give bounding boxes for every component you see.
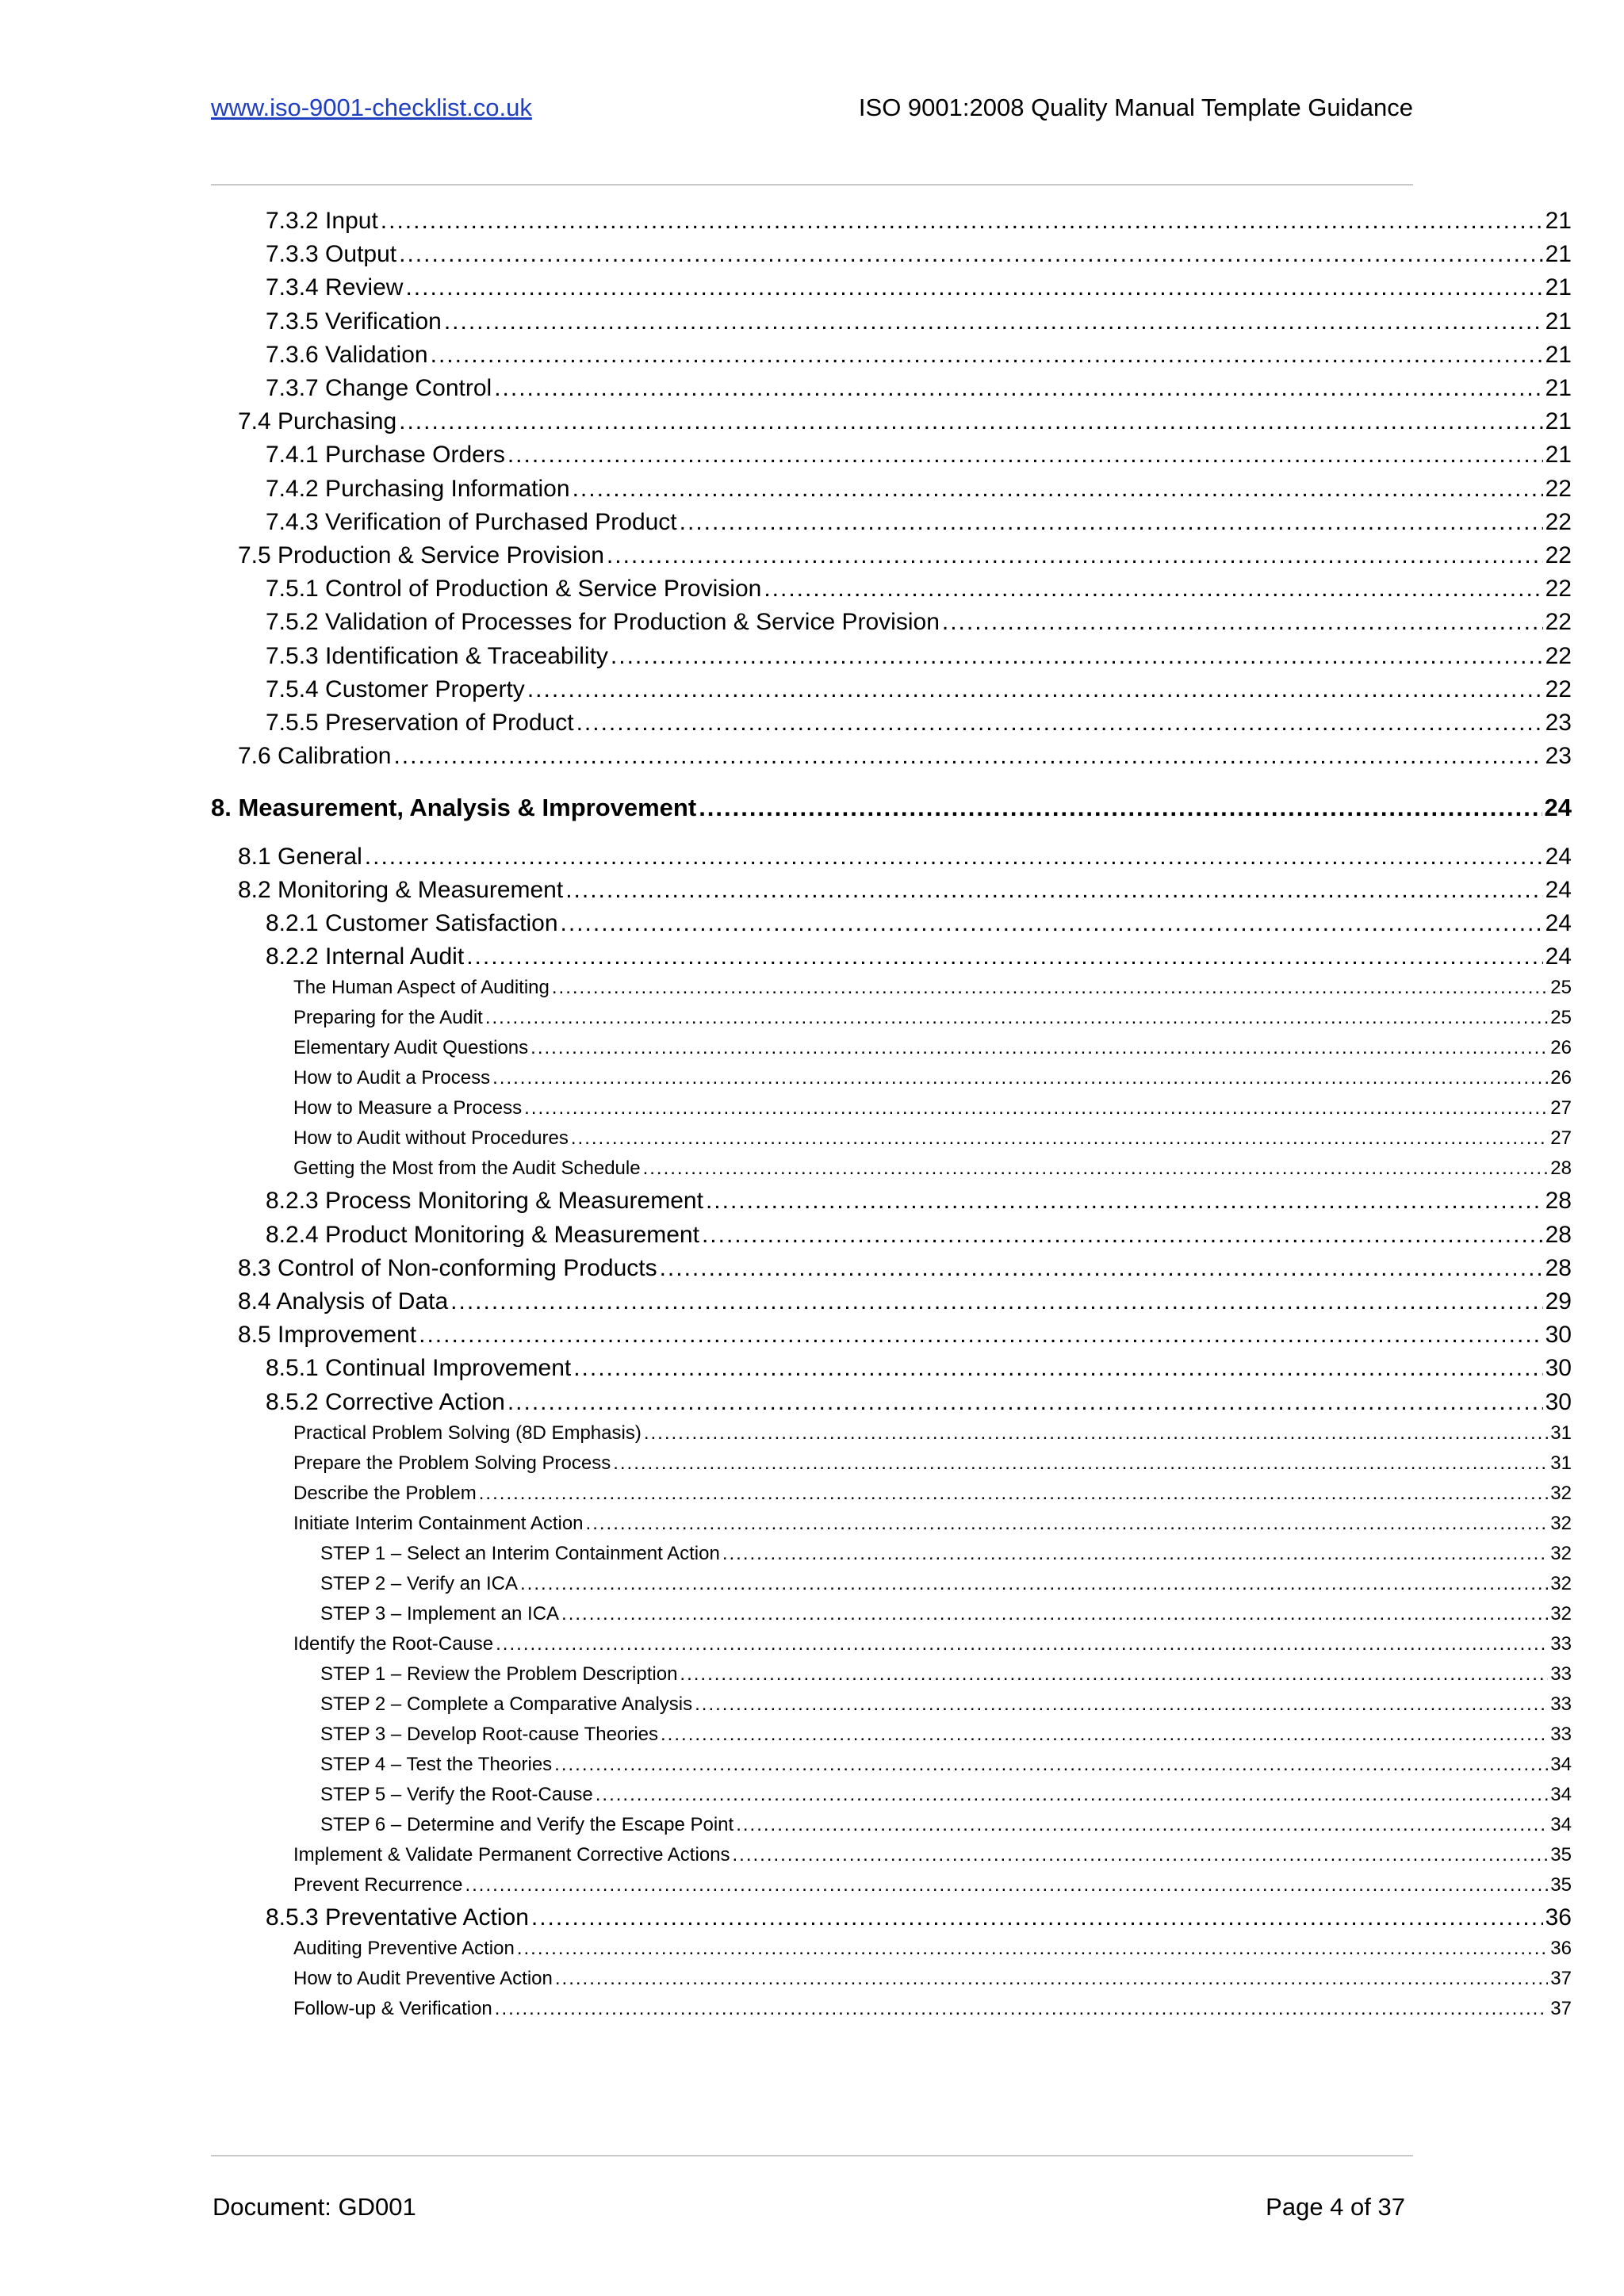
toc-entry-title: 8.2.3 Process Monitoring & Measurement [266, 1188, 703, 1215]
toc-entry[interactable] [293, 1127, 1572, 1150]
toc-entry-page: 21 [1545, 274, 1572, 301]
toc-leader-dots [496, 1633, 1548, 1655]
toc-entry-page: 26 [1550, 1037, 1572, 1059]
toc-entry-title: STEP 4 – Test the Theories [320, 1753, 553, 1775]
toc-entry[interactable] [238, 877, 1572, 904]
toc-leader-dots [520, 1573, 1548, 1595]
toc-entry-page: 28 [1545, 1221, 1572, 1248]
toc-entry-title: Prevent Recurrence [293, 1873, 463, 1896]
toc-entry[interactable] [320, 1573, 1572, 1595]
toc-entry[interactable] [266, 710, 1572, 737]
toc-entry-title: 7.3.4 Review [266, 274, 404, 301]
toc-entry-page: 22 [1545, 609, 1572, 636]
toc-entry[interactable] [320, 1784, 1572, 1806]
toc-leader-dots [530, 1037, 1548, 1059]
toc-entry-title: 8.5.2 Corrective Action [266, 1388, 505, 1415]
toc-entry-page: 21 [1545, 375, 1572, 401]
toc-entry-page: 24 [1545, 876, 1572, 903]
toc-leader-dots [450, 1288, 1542, 1315]
toc-leader-dots [399, 241, 1543, 268]
toc-entry-title: 7.3.5 Verification [266, 308, 442, 335]
header-title: ISO 9001:2008 Quality Manual Template Guidance [858, 94, 1413, 121]
toc-entry-page: 32 [1550, 1482, 1572, 1504]
toc-entry-page: 22 [1545, 475, 1572, 502]
toc-entry-title: How to Audit without Procedures [293, 1127, 569, 1150]
toc-leader-dots [660, 1255, 1543, 1282]
toc-entry-page: 25 [1550, 977, 1572, 999]
toc-entry-title: 7.3.7 Change Control [266, 375, 492, 401]
toc-entry-title: Identify the Root-Cause [293, 1632, 494, 1655]
toc-entry[interactable] [320, 1814, 1572, 1836]
toc-entry[interactable] [293, 977, 1572, 999]
toc-leader-dots [508, 1389, 1543, 1416]
toc-leader-dots [465, 1874, 1548, 1896]
toc-entry-page: 32 [1550, 1542, 1572, 1564]
toc-leader-dots [554, 1754, 1548, 1776]
toc-entry[interactable] [293, 1067, 1572, 1089]
toc-entry-title: 7.5 Production & Service Provision [238, 542, 604, 568]
toc-leader-dots [596, 1784, 1549, 1806]
toc-entry-title: 7.3.6 Validation [266, 341, 428, 368]
toc-leader-dots [680, 1663, 1548, 1686]
toc-entry-title: STEP 1 – Select an Interim Containment Action [320, 1542, 720, 1564]
toc-entry[interactable] [320, 1603, 1572, 1625]
header-divider [211, 184, 1413, 186]
toc-entry-page: 29 [1545, 1288, 1572, 1314]
toc-leader-dots [571, 1127, 1548, 1150]
toc-entry-page: 21 [1545, 408, 1572, 435]
toc-entry-title: 8.5 Improvement [238, 1322, 417, 1349]
toc-entry-page: 32 [1550, 1572, 1572, 1594]
toc-leader-dots [495, 1998, 1549, 2020]
toc-entry-page: 33 [1550, 1632, 1572, 1655]
toc-entry-title: How to Measure a Process [293, 1097, 523, 1119]
toc-entry[interactable] [238, 408, 1572, 435]
footer-divider [211, 2155, 1413, 2156]
toc-entry[interactable] [266, 1389, 1572, 1416]
toc-entry-page: 22 [1545, 508, 1572, 535]
toc-entry-page: 33 [1550, 1723, 1572, 1745]
toc-entry[interactable] [293, 1422, 1572, 1445]
toc-entry-page: 33 [1550, 1693, 1572, 1715]
toc-entry-title: Prepare the Problem Solving Process [293, 1452, 611, 1474]
website-link[interactable]: www.iso-9001-checklist.co.uk [211, 94, 532, 121]
toc-entry-title: STEP 5 – Verify the Root-Cause [320, 1783, 593, 1805]
toc-entry[interactable] [293, 1633, 1572, 1655]
toc-entry[interactable] [266, 1188, 1572, 1215]
toc-entry-page: 25 [1550, 1007, 1572, 1029]
toc-entry-title: 7.5.5 Preservation of Product [266, 710, 574, 736]
toc-entry-page: 30 [1545, 1322, 1572, 1349]
toc-entry[interactable] [266, 509, 1572, 536]
toc-entry-title: 8.5.3 Preventative Action [266, 1904, 529, 1931]
toc-entry-page: 28 [1545, 1188, 1572, 1215]
toc-entry[interactable] [211, 794, 1572, 822]
toc-entry-title: Getting the Most from the Audit Schedule [293, 1158, 641, 1180]
toc-entry-title: 7.3.3 Output [266, 241, 397, 268]
toc-leader-dots [764, 576, 1542, 603]
toc-entry-page: 35 [1550, 1873, 1572, 1896]
toc-leader-dots [611, 643, 1543, 670]
toc-entry[interactable] [266, 442, 1572, 469]
toc-entry[interactable] [293, 1452, 1572, 1475]
toc-entry-page: 28 [1545, 1254, 1572, 1281]
toc-entry[interactable] [266, 241, 1572, 268]
toc-entry[interactable] [293, 1998, 1572, 2020]
toc-entry[interactable] [320, 1754, 1572, 1776]
toc-entry[interactable] [293, 1007, 1572, 1029]
toc-entry-page: 22 [1545, 675, 1572, 702]
toc-entry-page: 34 [1550, 1783, 1572, 1805]
toc-entry-page: 27 [1550, 1127, 1572, 1150]
toc-entry-page: 23 [1545, 710, 1572, 736]
toc-entry-page: 22 [1545, 642, 1572, 669]
toc-leader-dots [732, 1844, 1548, 1866]
toc-leader-dots [573, 476, 1543, 503]
toc-leader-dots [552, 977, 1548, 999]
toc-entry-page: 35 [1550, 1843, 1572, 1866]
toc-leader-dots [661, 1724, 1548, 1746]
toc-entry-page: 31 [1550, 1422, 1572, 1444]
toc-entry-title: 8.5.1 Continual Improvement [266, 1355, 572, 1382]
toc-leader-dots [365, 844, 1543, 871]
toc-entry-page: 37 [1550, 1968, 1572, 1989]
toc-entry[interactable] [238, 844, 1572, 871]
toc-entry[interactable] [293, 1844, 1572, 1866]
toc-entry-title: 7.4 Purchasing [238, 408, 397, 435]
toc-entry-title: Preparing for the Audit [293, 1007, 483, 1029]
toc-leader-dots [405, 274, 1542, 301]
toc-leader-dots [565, 877, 1542, 904]
toc-leader-dots [494, 375, 1542, 402]
toc-entry[interactable] [293, 1097, 1572, 1119]
toc-entry[interactable] [266, 308, 1572, 335]
toc-leader-dots [485, 1007, 1548, 1029]
toc-entry-title: 7.4.3 Verification of Purchased Product [266, 508, 677, 535]
toc-entry-page: 28 [1550, 1158, 1572, 1180]
page-footer [211, 2193, 1405, 2228]
toc-entry[interactable] [293, 1938, 1572, 1960]
toc-entry[interactable] [293, 1874, 1572, 1896]
toc-entry-page: 24 [1545, 843, 1572, 870]
toc-entry[interactable] [320, 1663, 1572, 1686]
toc-entry-page: 24 [1545, 943, 1572, 970]
toc-entry-title: STEP 2 – Verify an ICA [320, 1572, 519, 1594]
toc-entry[interactable] [266, 476, 1572, 503]
toc-entry-page: 34 [1550, 1813, 1572, 1835]
toc-entry[interactable] [266, 1222, 1572, 1249]
toc-entry-page: 22 [1545, 576, 1572, 603]
toc-entry-title: 7.6 Calibration [238, 743, 392, 770]
toc-entry-page: 37 [1550, 1998, 1572, 2019]
page-number: Page 4 of 37 [1266, 2193, 1405, 2221]
toc-entry-title: Auditing Preventive Action [293, 1938, 515, 1959]
toc-entry-page: 21 [1545, 308, 1572, 335]
toc-leader-dots [706, 1188, 1543, 1215]
toc-entry-page: 24 [1544, 794, 1572, 822]
toc-entry-title: STEP 3 – Develop Root-cause Theories [320, 1723, 659, 1745]
toc-entry-page: 21 [1545, 341, 1572, 368]
toc-entry-page: 22 [1545, 542, 1572, 568]
toc-entry-title: STEP 6 – Determine and Verify the Escape Point [320, 1813, 734, 1835]
toc-entry-title: STEP 3 – Implement an ICA [320, 1602, 560, 1624]
toc-entry[interactable] [266, 943, 1572, 970]
toc-entry-page: 33 [1550, 1663, 1572, 1685]
toc-leader-dots [561, 910, 1543, 937]
toc-leader-dots [643, 1158, 1549, 1180]
toc-entry-page: 32 [1550, 1602, 1572, 1624]
toc-entry-page: 36 [1550, 1938, 1572, 1959]
toc-entry-page: 34 [1550, 1753, 1572, 1775]
toc-entry[interactable] [320, 1724, 1572, 1746]
toc-entry-title: How to Audit Preventive Action [293, 1968, 553, 1989]
toc-entry-title: Follow-up & Verification [293, 1998, 492, 2019]
toc-entry[interactable] [320, 1693, 1572, 1716]
page-header [211, 94, 1413, 128]
toc-leader-dots [466, 943, 1542, 970]
toc-entry-title: 7.5.3 Identification & Traceability [266, 642, 608, 669]
toc-entry-title: Implement & Validate Permanent Corrective Actions [293, 1843, 730, 1866]
toc-entry[interactable] [238, 542, 1572, 569]
toc-entry-page: 26 [1550, 1067, 1572, 1089]
toc-entry-title: 8. Measurement, Analysis & Improvement [211, 794, 697, 822]
toc-leader-dots [479, 1483, 1549, 1505]
toc-leader-dots [517, 1938, 1548, 1960]
toc-leader-dots [524, 1097, 1548, 1119]
toc-entry[interactable] [266, 342, 1572, 369]
toc-leader-dots [586, 1513, 1549, 1535]
toc-leader-dots [508, 442, 1543, 469]
toc-leader-dots [722, 1543, 1548, 1565]
toc-entry-title: Describe the Problem [293, 1482, 477, 1504]
toc-entry-page: 21 [1545, 241, 1572, 268]
toc-entry-title: 8.4 Analysis of Data [238, 1288, 449, 1314]
toc-entry[interactable] [266, 910, 1572, 937]
toc-entry[interactable] [293, 1037, 1572, 1059]
toc-leader-dots [576, 710, 1543, 737]
toc-entry[interactable] [266, 1904, 1572, 1931]
toc-leader-dots [444, 308, 1543, 335]
toc-leader-dots [607, 542, 1543, 569]
toc-entry[interactable] [266, 375, 1572, 402]
toc-entry[interactable] [238, 1255, 1572, 1282]
toc-leader-dots [695, 1693, 1548, 1716]
toc-entry[interactable] [266, 576, 1572, 603]
toc-entry[interactable] [266, 676, 1572, 703]
toc-leader-dots [531, 1904, 1543, 1931]
toc-entry-title: 7.3.2 Input [266, 208, 378, 234]
toc-leader-dots [736, 1814, 1548, 1836]
toc-entry-title: 7.5.1 Control of Production & Service Provision [266, 576, 762, 603]
toc-leader-dots [613, 1452, 1548, 1475]
toc-entry[interactable] [293, 1483, 1572, 1505]
toc-leader-dots [393, 743, 1542, 770]
toc-leader-dots [699, 794, 1542, 822]
toc-entry[interactable] [266, 643, 1572, 670]
toc-leader-dots [381, 208, 1543, 235]
toc-entry-title: The Human Aspect of Auditing [293, 977, 550, 999]
toc-leader-dots [527, 676, 1543, 703]
toc-entry[interactable] [293, 1968, 1572, 1990]
toc-entry-page: 21 [1545, 442, 1572, 469]
toc-entry-title: How to Audit a Process [293, 1067, 491, 1089]
toc-entry-title: 8.2.1 Customer Satisfaction [266, 910, 558, 936]
toc-leader-dots [942, 609, 1543, 636]
toc-entry[interactable] [238, 743, 1572, 770]
toc-leader-dots [573, 1355, 1542, 1382]
toc-leader-dots [419, 1322, 1543, 1349]
toc-entry[interactable] [266, 208, 1572, 235]
document-id: Document: GD001 [213, 2193, 416, 2221]
toc-entry-page: 31 [1550, 1452, 1572, 1474]
toc-entry-title: 7.5.2 Validation of Processes for Production & Service Provision [266, 609, 940, 636]
toc-entry-title: Elementary Audit Questions [293, 1037, 529, 1059]
toc-leader-dots [644, 1422, 1548, 1445]
toc-entry-page: 36 [1545, 1904, 1572, 1931]
toc-entry-title: 8.1 General [238, 843, 362, 870]
toc-entry-title: 7.5.4 Customer Property [266, 675, 525, 702]
toc-leader-dots [431, 342, 1543, 369]
toc-entry-page: 30 [1545, 1388, 1572, 1415]
toc-entry-title: 8.2 Monitoring & Measurement [238, 876, 564, 903]
toc-entry-page: 24 [1545, 910, 1572, 936]
toc-leader-dots [492, 1067, 1548, 1089]
toc-entry-page: 32 [1550, 1512, 1572, 1534]
toc-entry-page: 27 [1550, 1097, 1572, 1119]
toc-entry-title: Practical Problem Solving (8D Emphasis) [293, 1422, 642, 1444]
toc-entry-page: 23 [1545, 743, 1572, 770]
toc-leader-dots [555, 1968, 1548, 1990]
toc-entry-page: 30 [1545, 1355, 1572, 1382]
toc-entry-title: 8.2.4 Product Monitoring & Measurement [266, 1221, 699, 1248]
toc-leader-dots [680, 509, 1543, 536]
toc-entry[interactable] [266, 274, 1572, 301]
toc-entry-title: Initiate Interim Containment Action [293, 1512, 584, 1534]
toc-leader-dots [399, 408, 1542, 435]
toc-leader-dots [561, 1603, 1548, 1625]
toc-entry-title: 7.4.1 Purchase Orders [266, 442, 505, 469]
toc-entry[interactable] [238, 1288, 1572, 1315]
toc-entry[interactable] [238, 1322, 1572, 1349]
toc-entry-title: 8.3 Control of Non-conforming Products [238, 1254, 657, 1281]
toc-entry-title: 8.2.2 Internal Audit [266, 943, 465, 970]
toc-entry[interactable] [293, 1513, 1572, 1535]
toc-entry[interactable] [320, 1543, 1572, 1565]
toc-entry[interactable] [293, 1158, 1572, 1180]
toc-entry-title: STEP 1 – Review the Problem Description [320, 1663, 678, 1685]
toc-leader-dots [702, 1222, 1543, 1249]
toc-entry-title: STEP 2 – Complete a Comparative Analysis [320, 1693, 693, 1715]
toc-entry[interactable] [266, 1355, 1572, 1382]
toc-entry-title: 7.4.2 Purchasing Information [266, 475, 570, 502]
toc-entry-page: 21 [1545, 208, 1572, 234]
toc-entry[interactable] [266, 609, 1572, 636]
